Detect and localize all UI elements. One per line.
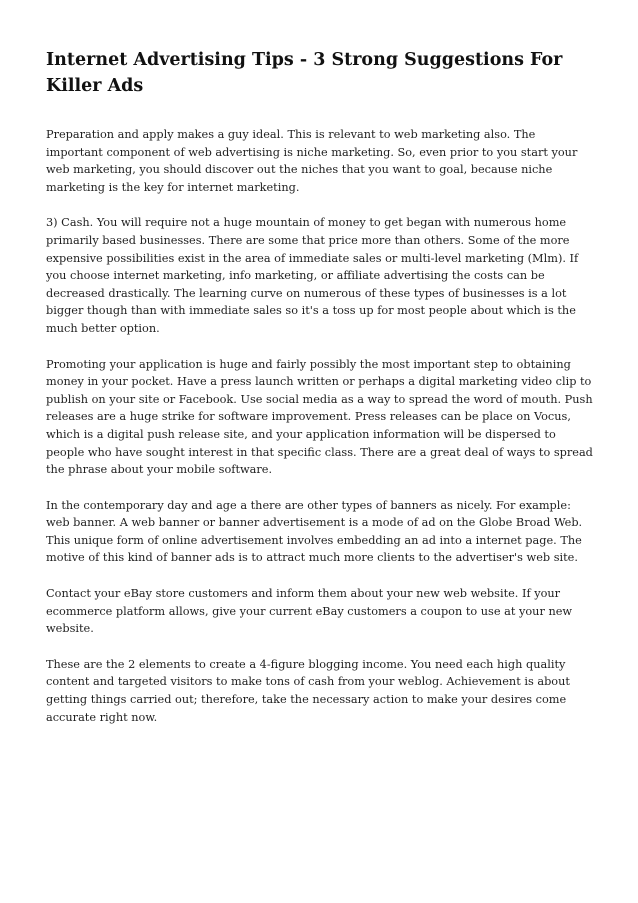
document-page (46, 47, 594, 744)
paragraph-4: In the contemporary day and age a there are other types of banners as nicely. For example: web banner. A web banner or banner advertisement is a mode of ad on the Globe Broad Web. This unique form of online advertisement involves embedding an ad into a internet page. The motive of this kind of banner ads is to attract much more clients to the advertiser's web site. (46, 498, 583, 565)
document-body (46, 126, 594, 726)
paragraph-2: 3) Cash. You will require not a huge mountain of money to get began with numerous home primarily based businesses. There are some that price more than others. Some of the more expensive possibilities exist in the area of immediate sales or multi-level marketing (Mlm). If you choose internet marketing, info marketing, or affiliate advertising the costs can be decreased drastically. The learning curve on numerous of these types of businesses is a lot bigger though than with immediate sales so it's a toss up for most people about which is the much better option. (46, 216, 579, 335)
paragraph-1: Preparation and apply makes a guy ideal. This is relevant to web marketing also. The important component of web advertising is niche marketing. So, even prior to you start your web marketing, you should discover out the niches that you want to goal, because niche marketing is the key for internet marketing. (46, 128, 578, 194)
document-title: Internet Advertising Tips - 3 Strong Suggestions For Killer Ads (46, 50, 563, 96)
paragraph-5: Contact your eBay store customers and inform them about your new web website. If your ecommerce platform allows, give your current eBay customers a coupon to use at your new website. (46, 587, 573, 636)
paragraph-6: These are the 2 elements to create a 4-figure blogging income. You need each high quality content and targeted visitors to make tons of cash from your weblog. Achievement is about getting things carried out; therefore, take the necessary action to make your desires come accurate right now. (46, 657, 570, 724)
paragraph-3: Promoting your application is huge and fairly possibly the most important step to obtaining money in your pocket. Have a press launch written or perhaps a digital marketing video clip to publish on your site or Facebook. Use social media as a way to spread the word of mouth. Push releases are a huge strike for software improvement. Press releases can be place on Vocus, which is a digital push release site, and your application information will be dispersed to people who have sought interest in that specific class. There are a great deal of ways to spread the phrase about your mobile software. (46, 357, 593, 477)
